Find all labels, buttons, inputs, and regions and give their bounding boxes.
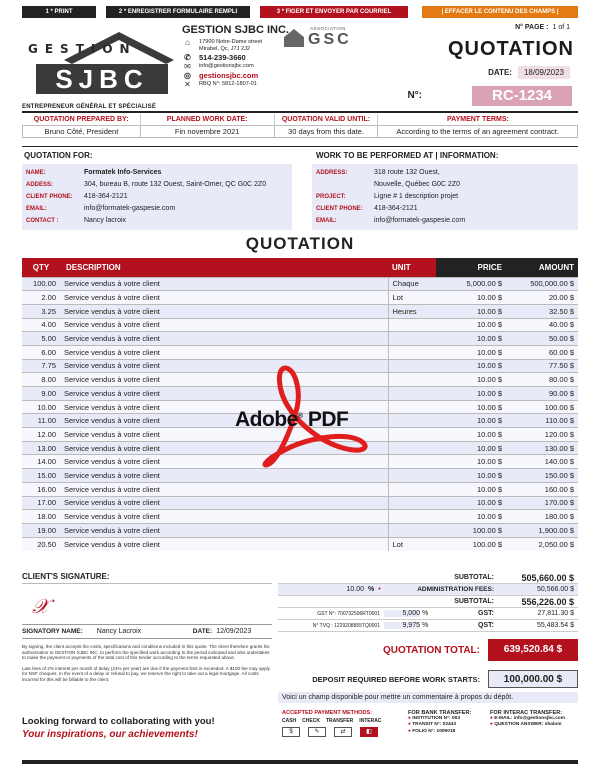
amount-cell: 32.50 $ xyxy=(506,304,578,318)
home-icon: ⌂ xyxy=(185,38,190,47)
price-cell[interactable]: 10.00 $ xyxy=(436,345,506,359)
transit-number: TRANSIT N°: 02443 xyxy=(412,722,457,728)
quotation-meta-table xyxy=(22,114,578,138)
page-number xyxy=(515,24,570,31)
amount-cell: 100.00 $ xyxy=(506,400,578,414)
client-phone-label: CLIENT PHONE: xyxy=(26,194,73,200)
valid-until-field[interactable]: 30 days from this date. xyxy=(274,125,378,137)
description-cell[interactable]: Service vendus à votre client xyxy=(60,414,388,428)
deposit-label: DEPOSIT REQUIRED BEFORE WORK STARTS: xyxy=(312,674,480,684)
tvq-number: N° TVQ : 1229208855TQ0001 xyxy=(312,622,380,629)
payment-methods-heading: ACCEPTED PAYMENT METHODS: xyxy=(282,710,373,716)
qty-cell[interactable]: 19.00 xyxy=(22,523,60,537)
project-field[interactable]: Ligne # 1 description projet xyxy=(374,193,459,200)
qty-cell[interactable]: 20.50 xyxy=(22,537,60,551)
description-cell[interactable]: Service vendus à votre client xyxy=(60,441,388,455)
qty-cell[interactable]: 10.00 xyxy=(22,400,60,414)
signature-field[interactable]: 𝒳 xyxy=(32,594,50,618)
description-cell[interactable]: Service vendus à votre client xyxy=(60,277,388,291)
client-section-headers xyxy=(22,149,578,163)
unit-cell[interactable] xyxy=(388,469,436,483)
admin-fees-label: ADMINISTRATION FEES: xyxy=(417,586,494,593)
slogan-line-1: Looking forward to collaborating with you! xyxy=(22,716,215,727)
gst-number: GST N°: 700732506RT0001 xyxy=(317,610,380,617)
table-row xyxy=(22,345,578,359)
table-row xyxy=(22,482,578,496)
institution-number: INSTITUTION N°: 003 xyxy=(412,716,460,721)
work-address-field[interactable]: 318 route 132 Ouest, xyxy=(374,169,440,176)
client-contact-label: CONTACT : xyxy=(26,218,59,224)
unit-cell[interactable] xyxy=(388,414,436,428)
bottom-divider xyxy=(22,760,578,764)
table-row xyxy=(22,469,578,483)
interac-email: E-MAIL: info@gestionsjbc.com xyxy=(494,716,566,721)
divider xyxy=(22,111,578,113)
meta-header: PAYMENT TERMS: xyxy=(447,115,509,123)
sign-date-label: DATE: xyxy=(192,628,213,635)
table-row xyxy=(22,332,578,346)
work-address-label: ADDRESS: xyxy=(316,170,348,176)
signatory-label: SIGNATORY NAME: xyxy=(22,628,83,635)
description-header: DESCRIPTION xyxy=(60,258,388,277)
price-cell[interactable]: 10.00 $ xyxy=(436,304,506,318)
unit-cell[interactable] xyxy=(388,482,436,496)
table-row xyxy=(22,510,578,524)
company-name: GESTION SJBC INC. xyxy=(182,24,289,36)
table-row xyxy=(22,277,578,291)
description-cell[interactable]: Service vendus à votre client xyxy=(60,304,388,318)
unit-cell[interactable]: Lot xyxy=(388,291,436,305)
amount-cell: 20.00 $ xyxy=(506,291,578,305)
logo-tagline: ENTREPRENEUR GÉNÉRAL ET SPÉCIALISÉ xyxy=(22,104,157,110)
prepared-by-field[interactable]: Bruno Côté, President xyxy=(23,125,141,137)
table-row xyxy=(22,304,578,318)
qst-value: 55,483.54 $ xyxy=(537,622,574,629)
number-label: N°: xyxy=(407,90,422,101)
price-cell[interactable]: 10.00 $ xyxy=(436,455,506,469)
table-row xyxy=(22,291,578,305)
client-address-label: ADDESS: xyxy=(26,182,54,188)
document-title: QUOTATION xyxy=(447,38,574,60)
amount-cell: 77.50 $ xyxy=(506,359,578,373)
company-address: 17900 Notre-Dame street Mirabel, Qc, J7J 2J2 xyxy=(199,39,263,52)
client-name-label: NAME: xyxy=(26,170,46,176)
deposit-field[interactable]: 100,000.00 $ xyxy=(488,670,578,688)
number-field[interactable]: RC-1234 xyxy=(472,86,572,106)
description-cell[interactable]: Service vendus à votre client xyxy=(60,373,388,387)
table-row xyxy=(22,318,578,332)
unit-header: UNIT xyxy=(388,258,436,277)
qty-cell[interactable]: 17.00 xyxy=(22,496,60,510)
totals-section: SUBTOTAL: 505,660.00 $ 10.00 % • ADMINISTRATION FEES: 50,566.00 $ SUBTOTAL: 556,226.00 $ GST N°: 700732506RT0001 5,000 % GST: 27,811.30 $ N° TVQ : 1229208855TQ0001 9,975 % QST: 55,483.54 $ QUOTATION TOTAL: 639,520.84 $ DEPOSIT REQUIRED BEFORE WORK STARTS: 100,000.00 $ Voici un champ disponible pour mettre un commentaire à propos du dépôt. xyxy=(278,572,578,703)
client-email-label: EMAIL: xyxy=(26,206,47,212)
price-cell[interactable]: 10.00 $ xyxy=(436,510,506,524)
qty-cell[interactable]: 9.00 xyxy=(22,387,60,401)
qty-cell[interactable]: 12.00 xyxy=(22,428,60,442)
table-row xyxy=(22,523,578,537)
qty-cell[interactable]: 7.75 xyxy=(22,359,60,373)
unit-cell[interactable]: Heures xyxy=(388,304,436,318)
price-cell[interactable]: 10.00 $ xyxy=(436,318,506,332)
quotation-for-heading: QUOTATION FOR: xyxy=(24,151,93,160)
qty-cell[interactable]: 15.00 xyxy=(22,469,60,483)
subtotal2-label: SUBTOTAL: xyxy=(454,598,494,605)
qty-cell[interactable]: 16.00 xyxy=(22,482,60,496)
unit-cell[interactable] xyxy=(388,318,436,332)
cash-icon: $ xyxy=(282,727,300,737)
work-email-label: EMAIL: xyxy=(316,218,337,224)
planned-date-field[interactable]: Fin novembre 2021 xyxy=(140,125,274,137)
price-cell[interactable]: 10.00 $ xyxy=(436,496,506,510)
unit-cell[interactable] xyxy=(388,387,436,401)
transfer-icon: ⇄ xyxy=(334,727,352,737)
amount-cell: 2,050.00 $ xyxy=(506,537,578,551)
document-date xyxy=(488,66,570,79)
amount-cell: 80.00 $ xyxy=(506,373,578,387)
amount-header: AMOUNT xyxy=(506,258,578,277)
amount-cell: 1,900.00 $ xyxy=(506,523,578,537)
work-info-heading: WORK TO BE PERFORMED AT | INFORMATION: xyxy=(316,151,499,160)
unit-cell[interactable] xyxy=(388,400,436,414)
qty-cell[interactable]: 2.00 xyxy=(22,291,60,305)
work-phone-field[interactable]: 418-364-2121 xyxy=(374,205,418,212)
price-cell[interactable]: 10.00 $ xyxy=(436,469,506,483)
amount-cell: 150.00 $ xyxy=(506,469,578,483)
unit-cell[interactable] xyxy=(388,510,436,524)
price-cell[interactable]: 10.00 $ xyxy=(436,441,506,455)
amount-cell: 140.00 $ xyxy=(506,455,578,469)
bank-transfer-heading: FOR BANK TRANSFER: xyxy=(408,710,472,716)
adobe-pdf-watermark xyxy=(225,360,395,470)
subtotal2-value: 556,226.00 $ xyxy=(521,596,574,607)
client-address-field[interactable]: 304, bureau B, route 132 Ouest, Saint-Omer, QC G0C 2Z0 xyxy=(84,181,267,188)
description-cell[interactable]: Service vendus à votre client xyxy=(60,537,388,551)
association-name: GSC xyxy=(308,31,352,48)
description-cell[interactable]: Service vendus à votre client xyxy=(60,428,388,442)
watermark-word: Adobe xyxy=(235,408,298,431)
amount-cell: 40.00 $ xyxy=(506,318,578,332)
save-form-button[interactable]: 2 * ENREGISTRER FORMULAIRE REMPLI xyxy=(106,6,250,18)
document-header xyxy=(22,18,578,110)
footer-slogan xyxy=(22,716,278,740)
interac-heading: FOR INTERAC TRANSFER: xyxy=(490,710,563,716)
price-header: PRICE xyxy=(436,258,506,277)
amount-cell: 500,000.00 $ xyxy=(506,277,578,291)
meta-header: QUOTATION PREPARED BY: xyxy=(23,114,141,125)
meta-header: QUOTATION VALID UNTIL: xyxy=(274,114,378,125)
unit-cell[interactable] xyxy=(388,359,436,373)
late-fees-text: Late fees of 2% interest per month of delay (24% per year) are due if the payment limit is exceeded. A $100 fee may apply for NSF cheques. In the event of a delay or refusal to pay, we reserve the right to take out a legal mortgage. All costs incurred for this will be billable to the client. xyxy=(22,665,270,682)
globe-icon: ◎ xyxy=(184,71,191,80)
company-phone: 514-239-3660 xyxy=(199,53,246,62)
company-rbq: RBQ N°: 5812-1807-01 xyxy=(199,81,257,87)
gst-label: GST: xyxy=(478,610,494,617)
client-email-field[interactable]: info@formatek-gaspesie.com xyxy=(84,205,176,212)
amount-cell: 50.00 $ xyxy=(506,332,578,346)
logo-word: GESTION xyxy=(28,42,137,56)
table-row xyxy=(22,537,578,551)
description-cell[interactable]: Service vendus à votre client xyxy=(60,400,388,414)
phone-icon: ✆ xyxy=(184,53,191,62)
form-toolbar xyxy=(22,6,578,18)
description-cell[interactable]: Service vendus à votre client xyxy=(60,387,388,401)
gst-pct-field[interactable]: 5,000 xyxy=(384,610,420,617)
deposit-comment-field[interactable]: Voici un champ disponible pour mettre un commentaire à propos du dépôt. xyxy=(278,692,578,703)
divider xyxy=(22,146,578,147)
method-check: CHECK xyxy=(302,718,320,724)
description-cell[interactable]: Service vendus à votre client xyxy=(60,318,388,332)
gst-value: 27,811.30 $ xyxy=(537,610,574,617)
amount-cell: 180.00 $ xyxy=(506,510,578,524)
client-name-field[interactable]: Formatek Info-Services xyxy=(84,169,162,176)
folio-number: FOLIO N°: 1009018 xyxy=(412,728,456,734)
meta-header: PLANNED WORK DATE: xyxy=(140,114,274,125)
description-cell[interactable]: Service vendus à votre client xyxy=(60,496,388,510)
price-cell[interactable]: 5,000.00 $ xyxy=(436,277,506,291)
amount-cell: 110.00 $ xyxy=(506,414,578,428)
qty-cell[interactable]: 11.00 xyxy=(22,414,60,428)
work-phone-label: CLIENT PHONE: xyxy=(316,206,363,212)
amount-cell: 120.00 $ xyxy=(506,428,578,442)
unit-cell[interactable] xyxy=(388,455,436,469)
price-cell[interactable]: 10.00 $ xyxy=(436,400,506,414)
company-email[interactable]: info@gestionsjbc.com xyxy=(199,63,254,69)
qty-header: QTY xyxy=(22,258,60,277)
amount-cell: 130.00 $ xyxy=(506,441,578,455)
unit-cell[interactable] xyxy=(388,373,436,387)
date-label: DATE: xyxy=(488,68,512,77)
quotation-heading: QUOTATION xyxy=(245,234,355,253)
qst-label: QST: xyxy=(478,622,494,629)
slogan-line-2: Your inspirations, our achievements! xyxy=(22,729,198,740)
work-info-box xyxy=(312,164,578,230)
sign-date-field[interactable]: 12/09/2023 xyxy=(216,628,252,635)
work-address-label xyxy=(316,179,374,191)
price-cell[interactable]: 10.00 $ xyxy=(436,482,506,496)
amount-cell: 90.00 $ xyxy=(506,387,578,401)
admin-pct-sign: % xyxy=(368,586,375,593)
amount-cell: 60.00 $ xyxy=(506,345,578,359)
watermark-text: Adobe® PDF xyxy=(235,408,349,431)
unit-cell[interactable] xyxy=(388,345,436,359)
subtotal-label: SUBTOTAL: xyxy=(454,574,494,581)
quotation-total-value: 639,520.84 $ xyxy=(488,639,578,661)
clear-fields-button[interactable]: | EFFACER LE CONTENU DES CHAMPS | xyxy=(422,6,578,18)
amount-cell: 160.00 $ xyxy=(506,482,578,496)
price-cell[interactable]: 10.00 $ xyxy=(436,332,506,346)
association-label: ASSOCIATION xyxy=(310,26,346,31)
qty-cell[interactable]: 100.00 xyxy=(22,277,60,291)
print-button[interactable]: 1 * PRINT xyxy=(22,6,96,18)
method-transfer: TRANSFER xyxy=(325,718,354,724)
description-cell[interactable]: Service vendus à votre client xyxy=(60,523,388,537)
price-cell[interactable]: 10.00 $ xyxy=(436,359,506,373)
interac-answer: QUESTION ANSWER: shalom xyxy=(494,722,562,728)
qty-cell[interactable]: 18.00 xyxy=(22,510,60,524)
signature-heading: CLIENT'S SIGNATURE: xyxy=(22,572,272,584)
page-label: N° PAGE : xyxy=(515,24,549,31)
admin-pct-field[interactable]: 10.00 xyxy=(346,586,364,593)
company-website[interactable]: gestionsjbc.com xyxy=(199,71,259,80)
payment-terms-field[interactable]: According to the terms of an agreement contract. xyxy=(378,125,578,137)
mail-icon: ✉ xyxy=(184,62,191,71)
tools-icon: ✕ xyxy=(184,80,191,89)
description-cell[interactable]: Service vendus à votre client xyxy=(60,469,388,483)
bullet-icon: • xyxy=(378,586,381,593)
description-cell[interactable]: Service vendus à votre client xyxy=(60,345,388,359)
unit-cell[interactable] xyxy=(388,441,436,455)
client-phone-field[interactable]: 418-364-2121 xyxy=(84,193,128,200)
subtotal-value: 505,660.00 $ xyxy=(521,572,574,583)
qty-cell[interactable]: 13.00 xyxy=(22,441,60,455)
signatory-field[interactable]: Nancy Lacroix xyxy=(96,628,142,635)
qty-cell[interactable]: 5.00 xyxy=(22,332,60,346)
method-interac: INTERAC xyxy=(359,718,382,724)
date-field[interactable]: 18/09/2023 xyxy=(518,66,570,79)
admin-fees-value: 50,566.00 $ xyxy=(537,586,574,593)
logo-mark: SJBC xyxy=(36,64,168,94)
unit-cell[interactable]: Lot xyxy=(388,537,436,551)
table-row xyxy=(22,496,578,510)
description-cell[interactable]: Service vendus à votre client xyxy=(60,332,388,346)
tvq-pct-field[interactable]: 9,975 xyxy=(384,622,420,629)
quote-number xyxy=(407,86,572,106)
description-cell[interactable]: Service vendus à votre client xyxy=(60,359,388,373)
description-cell[interactable]: Service vendus à votre client xyxy=(60,291,388,305)
price-cell[interactable]: 100.00 $ xyxy=(436,523,506,537)
page-value: 1 of 1 xyxy=(552,24,570,31)
quotation-for-box xyxy=(22,164,292,230)
price-cell[interactable]: 10.00 $ xyxy=(436,291,506,305)
method-cash: CASH xyxy=(282,718,297,724)
qty-cell[interactable]: 14.00 xyxy=(22,455,60,469)
company-logo xyxy=(22,24,174,110)
description-cell[interactable]: Service vendus à votre client xyxy=(60,455,388,469)
qty-cell[interactable]: 6.00 xyxy=(22,345,60,359)
qty-cell[interactable]: 4.00 xyxy=(22,318,60,332)
amount-cell: 170.00 $ xyxy=(506,496,578,510)
unit-cell[interactable]: Chaque xyxy=(388,277,436,291)
signature-section xyxy=(22,572,272,683)
unit-cell[interactable] xyxy=(388,523,436,537)
work-city-field[interactable]: Nouvelle, Québec G0C 2Z0 xyxy=(374,181,460,188)
unit-cell[interactable] xyxy=(388,332,436,346)
qty-cell[interactable]: 3.25 xyxy=(22,304,60,318)
interac-icon: ◧ xyxy=(360,727,378,737)
send-email-button[interactable]: 3 * FIGER ET ENVOYER PAR COURRIEL xyxy=(260,6,408,18)
unit-cell[interactable] xyxy=(388,428,436,442)
project-label: PROJECT: xyxy=(316,194,346,200)
price-cell[interactable]: 10.00 $ xyxy=(436,373,506,387)
watermark-suffix: PDF xyxy=(307,408,349,431)
price-cell[interactable]: 100.00 $ xyxy=(436,537,506,551)
client-contact-field[interactable]: Nancy lacroix xyxy=(84,217,127,224)
description-cell[interactable]: Service vendus à votre client xyxy=(60,510,388,524)
work-email-field[interactable]: info@formatek-gaspesie.com xyxy=(374,217,466,224)
terms-text: By signing, the client accepts the costs, specifications and conditions included in this quote. The client therefore grants his authorization to GESTION SJBC INC. to perform the specified work according to the period indicated and also undertakes to make the payment or payments of the total cost of this tender according to the terms requested above. xyxy=(22,644,270,661)
check-icon: ✎ xyxy=(308,727,326,737)
price-cell[interactable]: 10.00 $ xyxy=(436,387,506,401)
description-cell[interactable]: Service vendus à votre client xyxy=(60,482,388,496)
qty-cell[interactable]: 8.00 xyxy=(22,373,60,387)
price-cell[interactable]: 10.00 $ xyxy=(436,414,506,428)
quotation-total-label: QUOTATION TOTAL: xyxy=(382,644,480,656)
unit-cell[interactable] xyxy=(388,496,436,510)
price-cell[interactable]: 10.00 $ xyxy=(436,428,506,442)
